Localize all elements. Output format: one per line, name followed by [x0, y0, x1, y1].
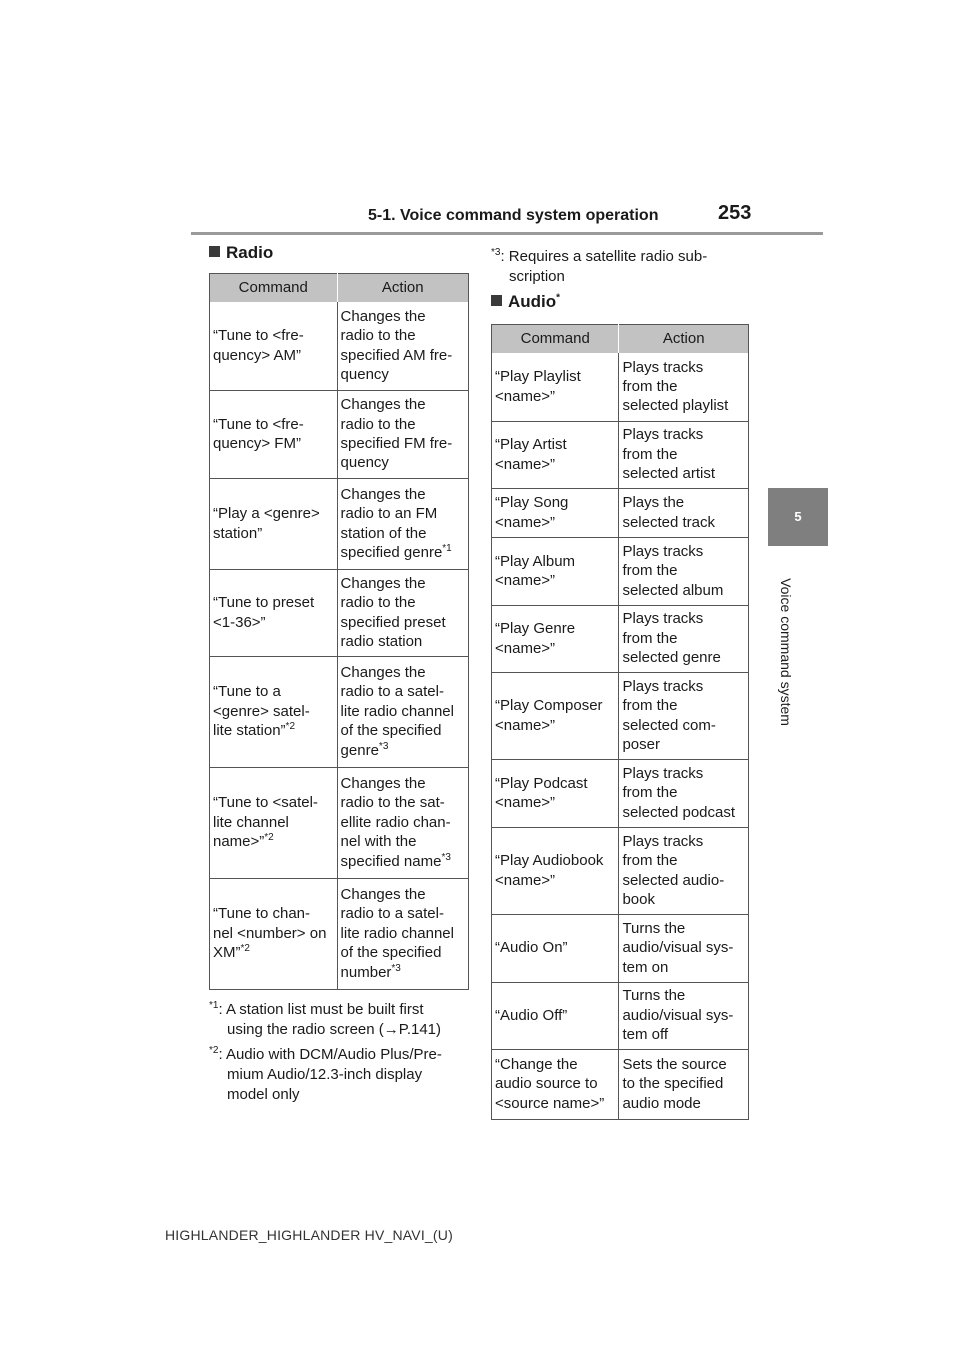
action-cell: Plays tracks from the selected com- poser — [619, 672, 749, 759]
table-row — [210, 569, 469, 656]
table-row — [492, 1049, 749, 1119]
chapter-side-label: Voice command system — [778, 578, 794, 726]
table-row — [492, 488, 749, 537]
header-divider — [191, 232, 823, 235]
table-row — [210, 656, 469, 767]
audio-table-body — [492, 353, 749, 1119]
footnote-marker: *2 — [264, 832, 274, 844]
audio-header-action: Action — [619, 325, 749, 354]
action-cell: Plays tracks from the selected playlist — [619, 353, 749, 421]
action-cell: Plays the selected track — [619, 488, 749, 537]
command-cell: “Audio Off” — [492, 982, 619, 1049]
action-cell: Plays tracks from the selected artist — [619, 421, 749, 488]
table-row — [492, 421, 749, 488]
command-cell: “Tune to <fre- quency> FM” — [210, 390, 338, 478]
command-cell: “Tune to <satel- lite channel name>”$^{*2}$ — [210, 767, 338, 878]
footnote-marker: *3 — [391, 962, 401, 974]
action-cell: Sets the source to the specified audio mode — [619, 1049, 749, 1119]
action-cell: Turns the audio/visual sys- tem on — [619, 914, 749, 982]
table-row — [210, 878, 469, 989]
table-row — [492, 982, 749, 1049]
table-row — [210, 302, 469, 390]
action-cell: Plays tracks from the selected album — [619, 537, 749, 605]
action-cell: Plays tracks from the selected genre — [619, 605, 749, 672]
table-row — [492, 759, 749, 827]
footnote-2: $^{*2}$: Audio with DCM/Audio Plus/Pre- mium Audio/12.3-inch display model only — [209, 1045, 442, 1103]
footnote-marker: *1 — [442, 542, 452, 554]
radio-command-table — [209, 273, 469, 990]
command-cell: “Audio On” — [492, 914, 619, 982]
action-cell: Plays tracks from the selected podcast — [619, 759, 749, 827]
chapter-tab[interactable]: 5 — [768, 488, 828, 546]
action-cell: Plays tracks from the selected audio- book — [619, 827, 749, 914]
radio-section-title: Radio — [209, 243, 273, 263]
audio-section-title: Audio* — [491, 292, 560, 312]
command-cell: “Play Genre <name>” — [492, 605, 619, 672]
table-row — [492, 827, 749, 914]
command-cell: “Play Audiobook <name>” — [492, 827, 619, 914]
action-cell: Changes the radio to a satel- lite radio channel of the specified genre$^{*3}$ — [337, 656, 468, 767]
action-cell: Changes the radio to the specified FM fre- quency — [337, 390, 468, 478]
table-row — [492, 605, 749, 672]
command-cell: “Play Playlist <name>” — [492, 353, 619, 421]
radio-header-action: Action — [337, 274, 468, 303]
command-cell: “Play Artist <name>” — [492, 421, 619, 488]
action-cell: Turns the audio/visual sys- tem off — [619, 982, 749, 1049]
table-row — [492, 914, 749, 982]
audio-command-table — [491, 324, 749, 1120]
square-bullet-icon — [491, 295, 502, 306]
section-header: 5-1. Voice command system operation — [368, 207, 659, 224]
square-bullet-icon — [209, 246, 220, 257]
command-cell: “Play Podcast <name>” — [492, 759, 619, 827]
action-cell: Changes the radio to the specified preset radio station — [337, 569, 468, 656]
radio-table-body — [210, 302, 469, 989]
table-row — [210, 478, 469, 569]
command-cell: “Play a <genre> station” — [210, 478, 338, 569]
action-cell: Changes the radio to the specified AM fre- quency — [337, 302, 468, 390]
table-row — [492, 353, 749, 421]
command-cell: “Play Album <name>” — [492, 537, 619, 605]
command-cell: “Tune to chan- nel <number> on XM”$^{*2}$ — [210, 878, 338, 989]
footnote-marker: *3 — [378, 740, 389, 752]
command-cell: “Play Composer <name>” — [492, 672, 619, 759]
table-row — [492, 537, 749, 605]
action-cell: Changes the radio to the sat- ellite radio chan- nel with the specified name$^{*3}$ — [337, 767, 468, 878]
command-cell: “Change the audio source to <source name>” — [492, 1049, 619, 1119]
audio-header-command: Command — [492, 325, 619, 354]
radio-header-command: Command — [210, 274, 338, 303]
table-row — [210, 390, 469, 478]
footnote-marker: *2 — [240, 943, 250, 955]
footnote-marker: *3 — [441, 851, 451, 863]
footnote-1: $^{*1}$: A station list must be built first using the radio screen (→P.141) — [209, 1000, 442, 1038]
table-row — [492, 672, 749, 759]
table-row — [210, 767, 469, 878]
command-cell: “Play Song <name>” — [492, 488, 619, 537]
footnote-3: $^{*3}$: Requires a satellite radio sub- scription — [491, 247, 708, 285]
footnote-marker: *2 — [285, 721, 295, 733]
command-cell: “Tune to <fre- quency> AM” — [210, 302, 338, 390]
action-cell: Changes the radio to an FM station of the specified genre$^{*1}$ — [337, 478, 468, 569]
page-number: 253 — [718, 202, 752, 224]
action-cell: Changes the radio to a satel- lite radio channel of the specified number$^{*3}$ — [337, 878, 468, 989]
footer-model-label: HIGHLANDER_HIGHLANDER HV_NAVI_(U) — [165, 1227, 453, 1243]
command-cell: “Tune to a <genre> satel- lite station”$^{*2}$ — [210, 656, 338, 767]
command-cell: “Tune to preset <1-36>” — [210, 569, 338, 656]
